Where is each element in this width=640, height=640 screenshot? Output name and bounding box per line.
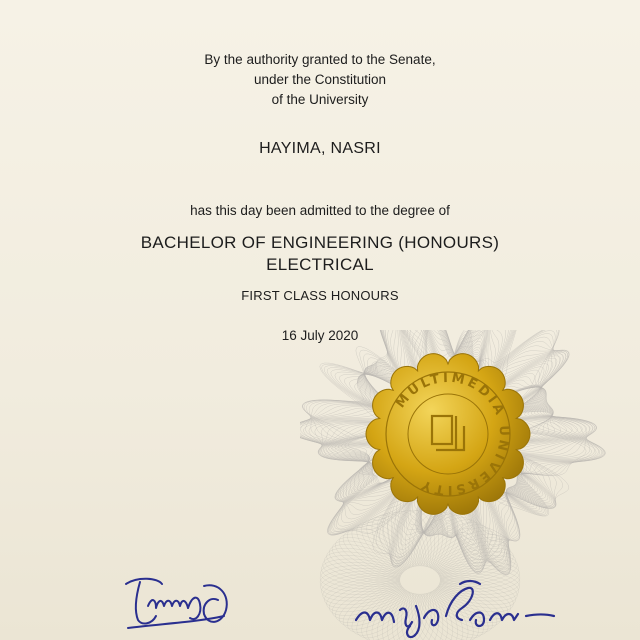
authority-line: of the University <box>271 92 369 107</box>
authority-statement <box>0 50 640 110</box>
authority-line: By the authority granted to the Senate, <box>204 52 436 67</box>
university-seal <box>364 350 532 518</box>
honours-class: FIRST CLASS HONOURS <box>241 288 399 303</box>
authority-line: under the Constitution <box>253 72 387 87</box>
signature-left <box>118 566 238 636</box>
degree-line: BACHELOR OF ENGINEERING (HONOURS) <box>140 233 500 252</box>
award-date: 16 July 2020 <box>281 328 359 343</box>
seal-text: MULTIMEDIA UNIVERSITY <box>393 370 512 498</box>
recipient-name: HAYIMA, NASRI <box>259 140 381 157</box>
degree-title <box>0 232 640 276</box>
degree-line: ELECTRICAL <box>266 255 374 274</box>
signature-right <box>350 570 560 640</box>
admitted-statement: has this day been admitted to the degree of <box>190 203 450 218</box>
